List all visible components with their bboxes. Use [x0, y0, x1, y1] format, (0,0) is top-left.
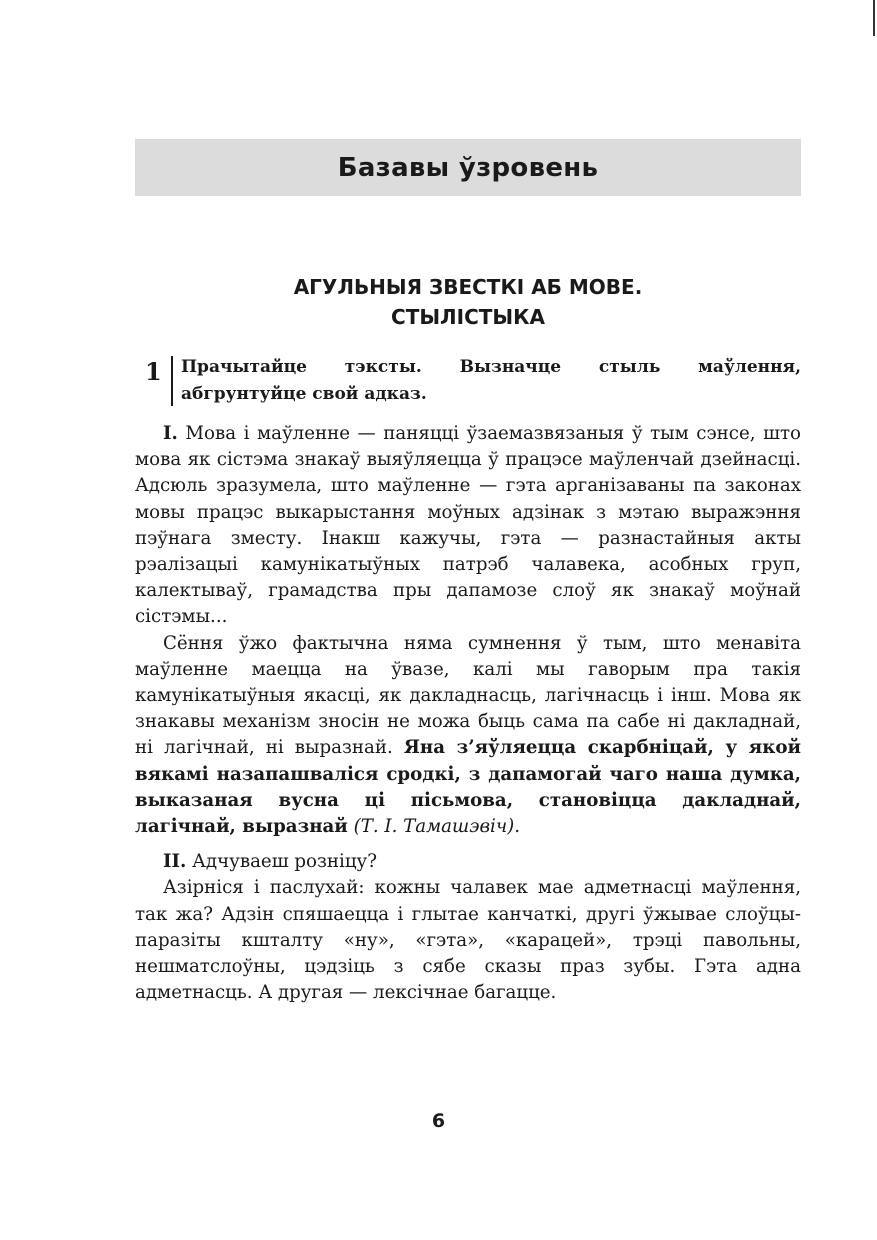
text1-label: І.	[163, 423, 178, 444]
text2-paragraph1	[135, 849, 801, 875]
section-title-line1: АГУЛЬНЫЯ ЗВЕСТКІ АБ МОВЕ.	[293, 275, 643, 299]
level-banner	[135, 139, 801, 196]
task-number: 1	[145, 357, 162, 386]
text1-p1: Мова і маўленне — паняцці ўзаемазвязаныя ў тым сэнсе, што мова як сістэма знакаў выяўляецца ў працэсе маўленчай дзейнасці. Адсюль зразумела, што маўленне — гэта арганізаваны па законах мовы працэс выкарыстання моўных адзінак з мэтаю выражэння пэўнага зместу. Інакш кажучы, гэта — разнастайныя акты рэалізацыі камунікатыўных патрэб чалавека, асобных груп, калектываў, грамадства пры дапамозе слоў як знакаў моўнай сістэмы...	[135, 423, 801, 628]
task-divider	[171, 356, 173, 406]
section-title	[135, 272, 801, 332]
task-block	[135, 354, 801, 408]
task-instruction: Прачытайце тэксты. Вызначце стыль маўлення, абгрунтуйце свой адказ.	[181, 357, 801, 404]
body-text	[135, 421, 801, 1006]
text1-author: (Т. І. Тамашэвіч).	[353, 816, 521, 838]
text1-paragraph2	[135, 631, 801, 841]
text2-label: ІІ.	[163, 851, 187, 873]
page-number: 6	[431, 1110, 446, 1132]
text1-paragraph1	[135, 421, 801, 631]
text1-p2-bold: Яна з’яўляецца скарбніцай, у якой вякамі назапашваліся сродкі, з дапамогай чаго наша думка, выказаная вусна ці пісьмова, становіцца дакладнай, лагічнай, выразнай	[135, 737, 801, 838]
level-title: Базавы ўзровень	[337, 152, 599, 183]
section-title-line2: СТЫЛІСТЫКА	[391, 305, 545, 329]
text1-p2-start: Сёння ўжо фактычна няма сумнення ў тым, што менавіта маўленне маецца на ўвазе, калі мы гаворым пра такія камунікатыўныя якасці, як дакладнасць, лагічнасць і інш. Мова як знакавы механізм зносін не можа быць сама па сабе ні дакладнай, ні лагічнай, ні выразнай.	[135, 632, 801, 759]
crop-mark	[873, 0, 875, 36]
text2-p1: Адчуваеш розніцу?	[192, 851, 377, 873]
text2-paragraph2: Азірніся і паслухай: кожны чалавек мае адметнасці маўлення, так жа? Адзін спяшаецца і глытае канчаткі, другі ўжывае слоўцы-паразіты кшталту «ну», «гэта», «карацей», трэці павольны, нешматслоўны, цэдзіць з сябе сказы праз зубы. Гэта адна адметнасць. А другая — лексічнае багацце.	[135, 877, 801, 1004]
